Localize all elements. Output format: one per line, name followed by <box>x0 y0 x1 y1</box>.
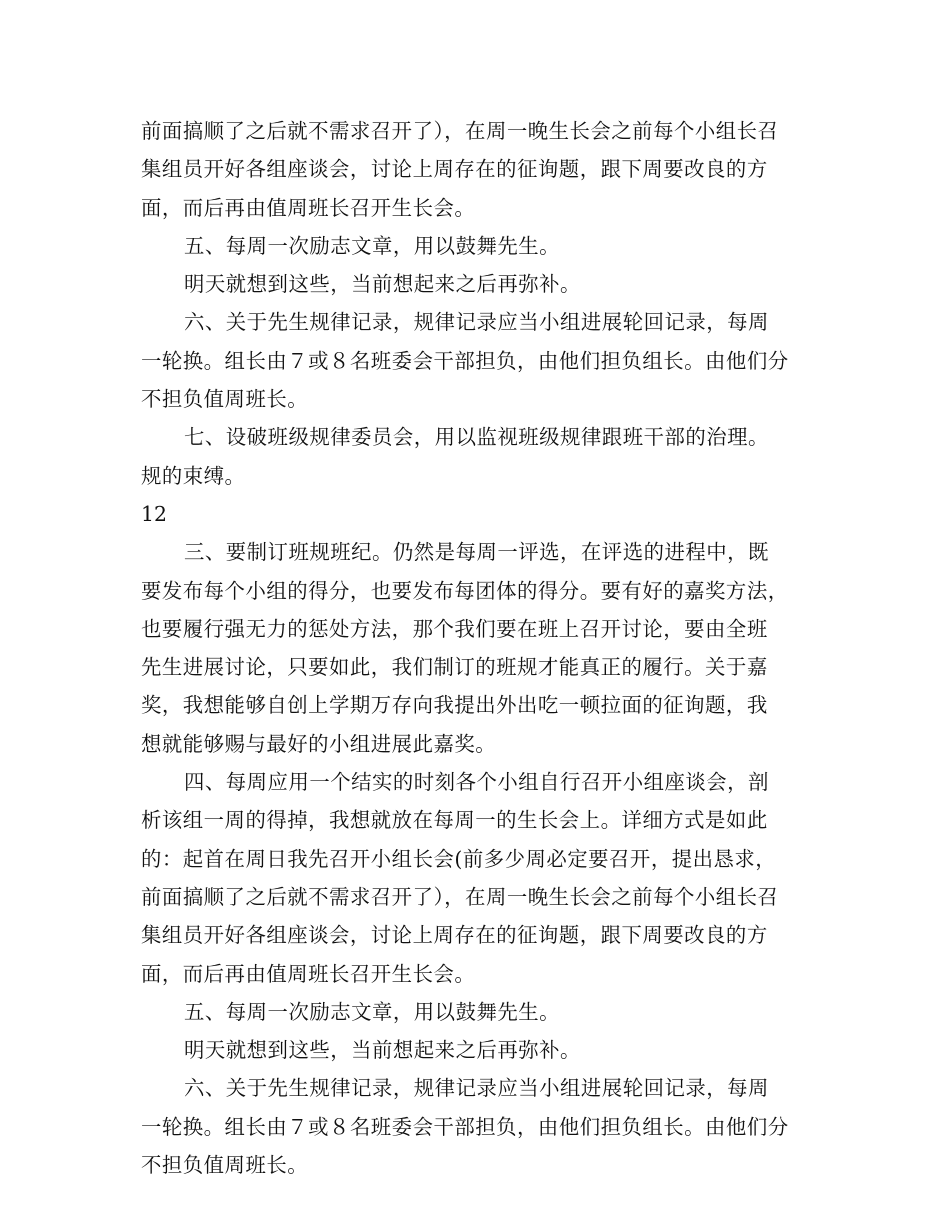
text-line: 六、关于先生规律记录，规律记录应当小组进展轮回记录，每周 <box>184 1076 769 1101</box>
text-line: 五、每周一次励志文章，用以鼓舞先生。 <box>184 999 561 1024</box>
text-line: 不担负值周班长。 <box>141 387 309 412</box>
text-line: 七、设破班级规律委员会，用以监视班级规律跟班干部的治理。 <box>184 425 769 450</box>
text-line: 五、每周一次励志文章，用以鼓舞先生。 <box>184 233 561 258</box>
text-line: 也要履行强无力的惩处方法，那个我们要在班上召开讨论，要由全班 <box>141 616 768 641</box>
text-line: 集组员开好各组座谈会，讨论上周存在的征询题，跟下周要改良的方 <box>141 157 768 182</box>
text-line: 四、每周应用一个结实的时刻各个小组自行召开小组座谈会，剖 <box>184 770 769 795</box>
text-line: 明天就想到这些，当前想起来之后再弥补。 <box>184 1038 581 1063</box>
text-line: 面，而后再由值周班长召开生长会。 <box>141 961 476 986</box>
text-line: 一轮换。组长由７或８名班委会干部担负，由他们担负组长。由他们分 <box>141 348 789 373</box>
text-line: 六、关于先生规律记录，规律记录应当小组进展轮回记录，每周 <box>184 310 769 335</box>
text-line: 前面搞顺了之后就不需求召开了），在周一晚生长会之前每个小组长召 <box>141 119 779 143</box>
document-page <box>141 112 813 1184</box>
text-line: 集组员开好各组座谈会，讨论上周存在的征询题，跟下周要改良的方 <box>141 923 768 948</box>
text-line: 要发布每个小组的得分，也要发布每团体的得分。要有好的嘉奖方法， <box>141 578 789 603</box>
text-line: 三、要制订班规班纪。仍然是每周一评选，在评选的进程中，既 <box>184 540 769 565</box>
page-number: 12 <box>141 501 167 526</box>
text-line: 想就能够赐与最好的小组进展此嘉奖。 <box>141 731 497 756</box>
text-line: 面，而后再由值周班长召开生长会。 <box>141 195 476 220</box>
text-line: 析该组一周的得掉，我想就放在每周一的生长会上。详细方式是如此 <box>141 808 768 833</box>
text-line: 的：起首在周日我先召开小组长会(前多少周必定要召开，提出恳求， <box>141 846 777 871</box>
text-line: 前面搞顺了之后就不需求召开了），在周一晚生长会之前每个小组长召 <box>141 884 779 909</box>
text-line: 先生进展讨论，只要如此，我们制订的班规才能真正的履行。关于嘉 <box>141 655 768 680</box>
text-line: 一轮换。组长由７或８名班委会干部担负，由他们担负组长。由他们分 <box>141 1114 789 1139</box>
text-line: 明天就想到这些，当前想起来之后再弥补。 <box>184 272 581 297</box>
text-line: 不担负值周班长。 <box>141 1153 309 1178</box>
text-line: 奖，我想能够自创上学期万存向我提出外出吃一顿拉面的征询题，我 <box>141 693 768 718</box>
document-body <box>141 112 813 1184</box>
text-line: 规的束缚。 <box>141 463 246 488</box>
